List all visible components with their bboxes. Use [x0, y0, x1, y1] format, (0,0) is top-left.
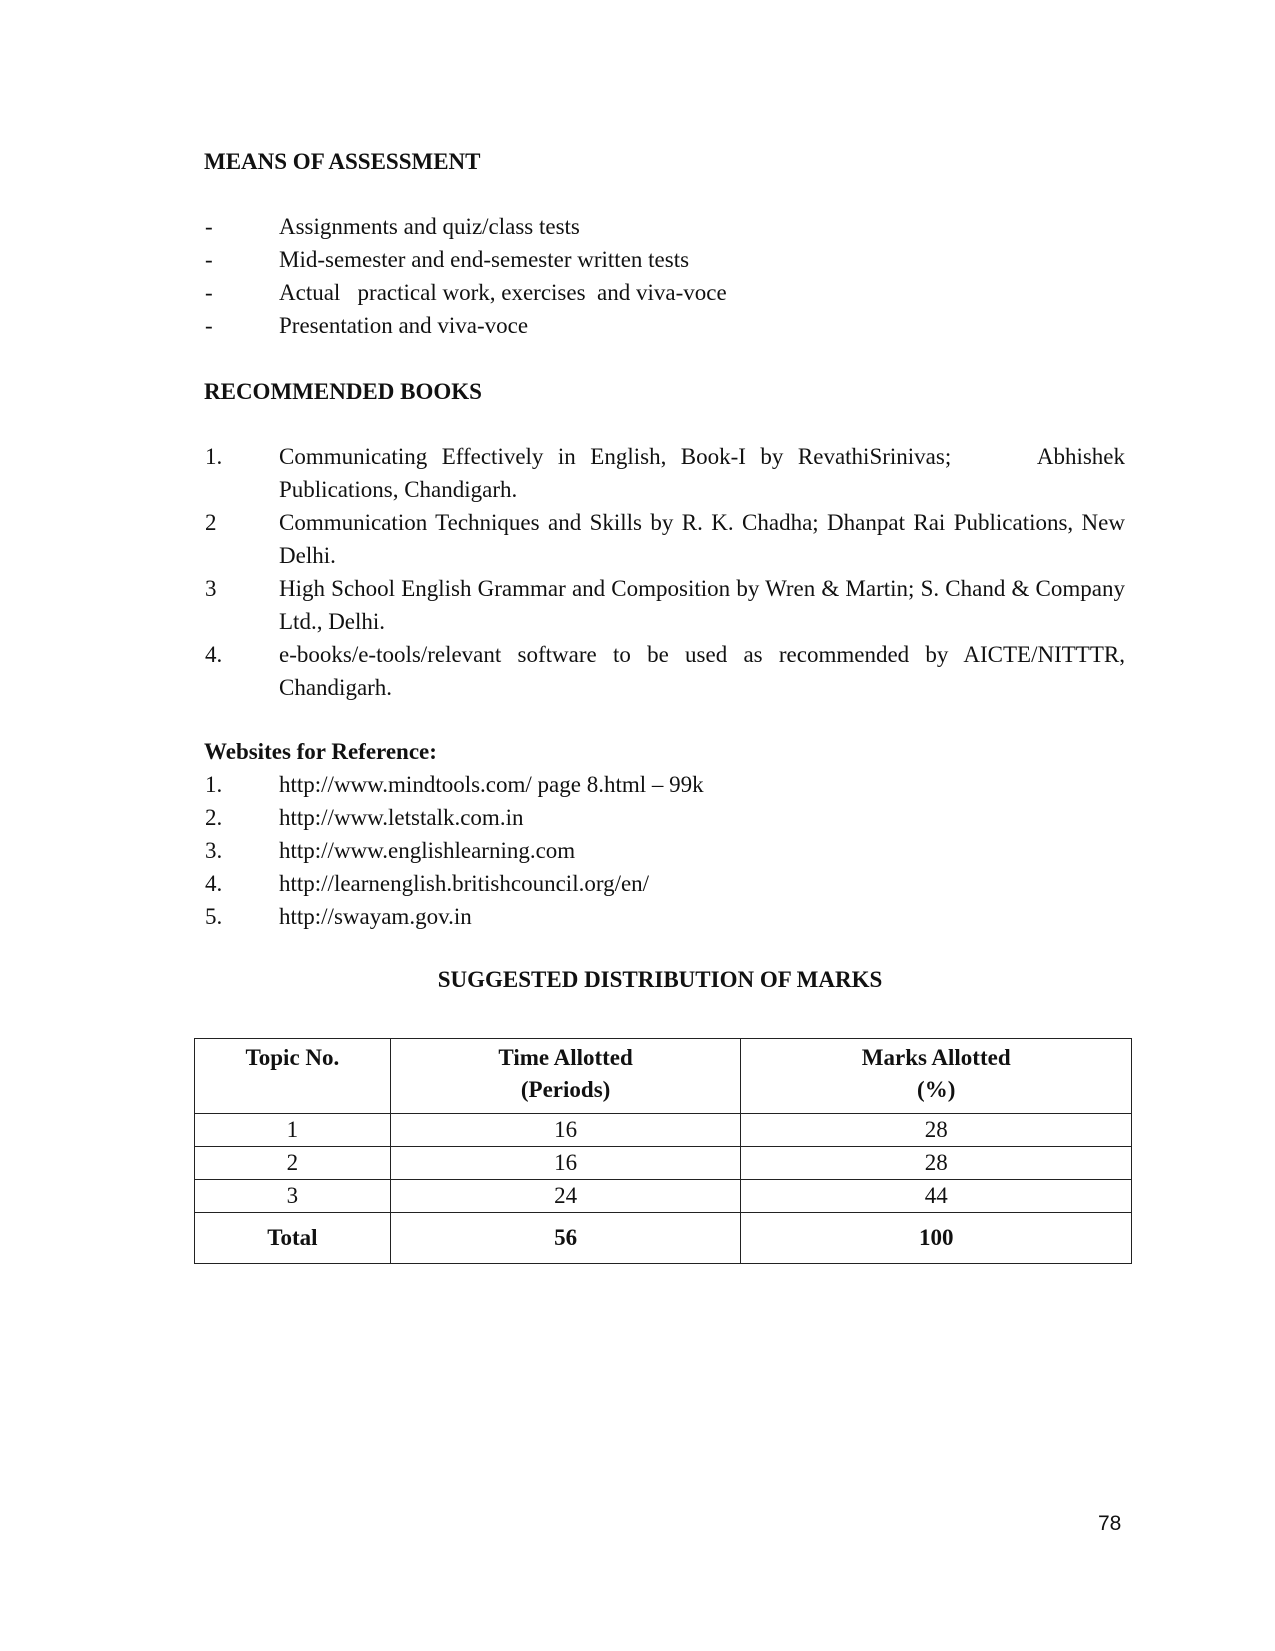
list-item [205, 309, 1125, 342]
list-marker: 3 [205, 576, 217, 601]
table-cell: 44 [741, 1180, 1132, 1213]
table-row [195, 1147, 1132, 1180]
list-marker: - [205, 247, 213, 272]
column-header-marks: Marks Allotted (%) [741, 1039, 1132, 1114]
books-list [205, 440, 1131, 704]
list-item-text: Assignments and quiz/class tests [279, 214, 580, 239]
marks-heading: SUGGESTED DISTRIBUTION OF MARKS [437, 967, 883, 992]
column-header-topic: Topic No. [195, 1039, 391, 1114]
websites-heading: Websites for Reference: [204, 739, 437, 764]
list-item-text: High School English Grammar and Composition by Wren & Martin; S. Chand & Company Ltd., Delhi. [279, 576, 1125, 634]
website-link[interactable]: http://www.letstalk.com.in [279, 805, 524, 830]
list-item [205, 834, 1125, 867]
table-row [195, 1180, 1132, 1213]
list-marker: 4. [205, 871, 223, 896]
list-item-text: Mid-semester and end-semester written tests [279, 247, 690, 272]
table-cell: 28 [741, 1147, 1132, 1180]
list-item [205, 506, 1125, 572]
list-marker: 3. [205, 838, 223, 863]
list-marker: - [205, 214, 213, 239]
list-item [205, 867, 1125, 900]
list-item-text: Communicating Effectively in English, Book-I by RevathiSrinivas; Abhishek Publications, Chandigarh. [279, 444, 1131, 502]
list-marker: - [205, 280, 213, 305]
website-link[interactable]: http://learnenglish.britishcouncil.org/en/ [279, 871, 650, 896]
total-marks: 100 [741, 1213, 1132, 1264]
page-number: 78 [1098, 1512, 1122, 1535]
list-item-text: Communication Techniques and Skills by R. K. Chadha; Dhanpat Rai Publications, New Delhi. [279, 510, 1125, 568]
list-item [205, 768, 1125, 801]
marks-table [194, 1038, 1132, 1264]
list-item [205, 276, 1125, 309]
list-marker: 2. [205, 805, 223, 830]
list-marker: 4. [205, 642, 223, 667]
list-item [205, 243, 1125, 276]
table-header-row [195, 1039, 1132, 1114]
website-link[interactable]: http://swayam.gov.in [279, 904, 472, 929]
list-item [205, 801, 1125, 834]
list-item-text: Actual practical work, exercises and viva-voce [279, 280, 727, 305]
table-cell: 1 [195, 1114, 391, 1147]
list-item [205, 900, 1125, 933]
list-marker: - [205, 313, 213, 338]
total-label: Total [195, 1213, 391, 1264]
list-item [205, 572, 1125, 638]
list-item-text: e-books/e-tools/relevant software to be used as recommended by AICTE/NITTTR, Chandigarh. [279, 642, 1125, 700]
column-header-time: Time Allotted (Periods) [390, 1039, 741, 1114]
table-cell: 28 [741, 1114, 1132, 1147]
list-marker: 1. [205, 444, 223, 469]
list-marker: 1. [205, 772, 223, 797]
books-heading: RECOMMENDED BOOKS [204, 379, 482, 404]
table-cell: 24 [390, 1180, 741, 1213]
table-cell: 16 [390, 1147, 741, 1180]
assessment-heading: MEANS OF ASSESSMENT [204, 149, 481, 174]
assessment-list [205, 210, 1125, 342]
total-time: 56 [390, 1213, 741, 1264]
list-item [205, 440, 1131, 506]
list-marker: 2 [205, 510, 217, 535]
table-total-row [195, 1213, 1132, 1264]
list-item-text: Presentation and viva-voce [279, 313, 529, 338]
list-item [205, 210, 1125, 243]
table-cell: 2 [195, 1147, 391, 1180]
table-row [195, 1114, 1132, 1147]
websites-list [205, 768, 1125, 933]
list-marker: 5. [205, 904, 223, 929]
table-cell: 16 [390, 1114, 741, 1147]
website-link[interactable]: http://www.englishlearning.com [279, 838, 576, 863]
website-link[interactable]: http://www.mindtools.com/ page 8.html – 99k [279, 772, 704, 797]
table-cell: 3 [195, 1180, 391, 1213]
list-item [205, 638, 1125, 704]
